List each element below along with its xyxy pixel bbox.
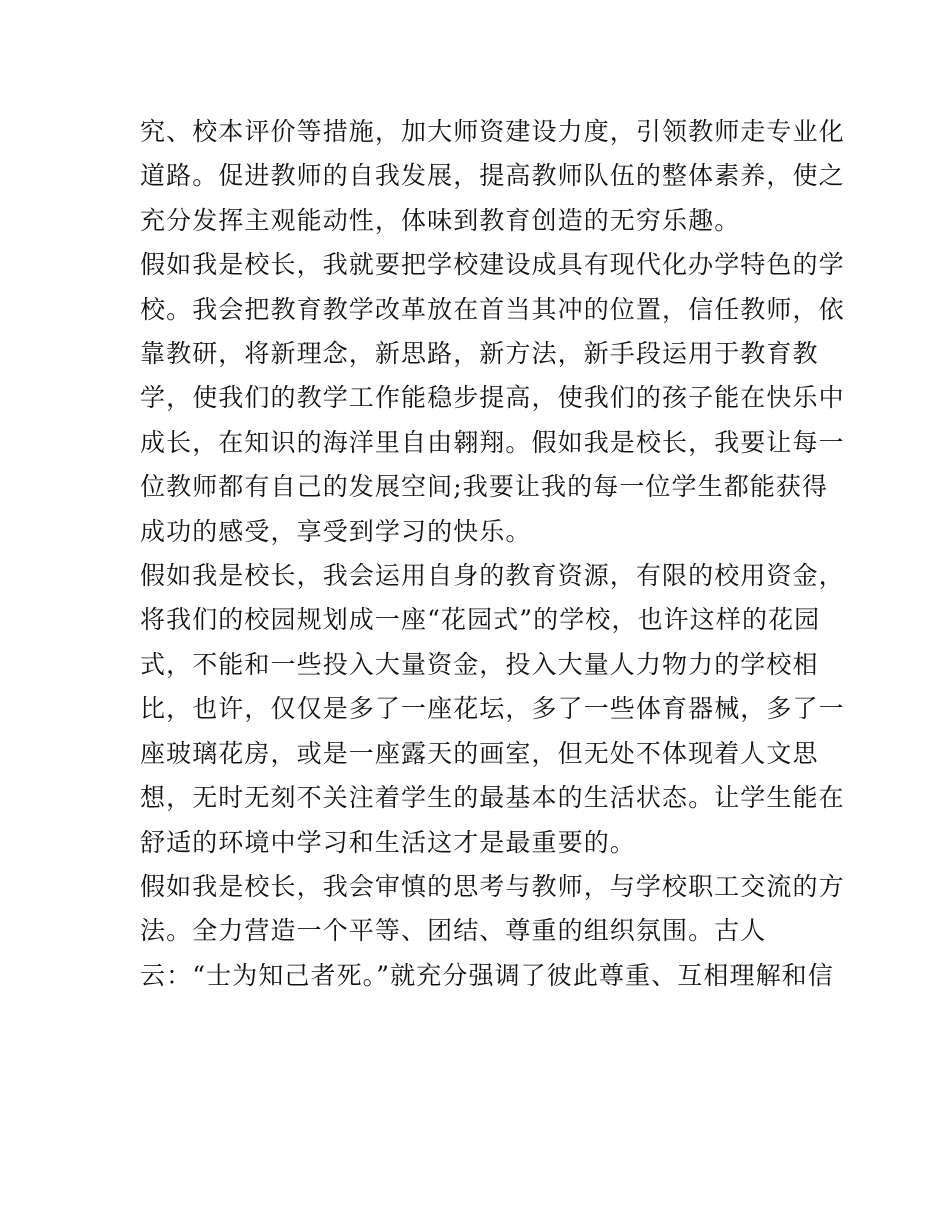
text-line: 比，也许，仅仅是多了一座花坛，多了一些体育器械，多了一 (140, 694, 845, 724)
body-text (140, 110, 845, 998)
text-line: 座玻璃花房，或是一座露天的画室，但无处不体现着人文思 (140, 738, 819, 768)
text-line: 位教师都有自己的发展空间;我要让我的每一位学生都能获得 (140, 472, 829, 502)
text-line: 靠教研，将新理念，新思路，新方法，新手段运用于教育教 (140, 339, 819, 369)
text-line: 想，无时无刻不关注着学生的最基本的生活状态。让学生能在 (140, 783, 845, 813)
text-line: 道路。促进教师的自我发展，提高教师队伍的整体素养，使之 (140, 161, 845, 191)
text-line: 成长，在知识的海洋里自由翱翔。假如我是校长，我要让每一 (140, 427, 845, 457)
text-line: 式，不能和一些投入大量资金，投入大量人力物力的学校相 (140, 649, 819, 679)
text-line: 学，使我们的教学工作能稳步提高，使我们的孩子能在快乐中 (140, 383, 845, 413)
text-line: 成功的感受，享受到学习的快乐。 (140, 516, 532, 546)
text-line: 云：“士为知己者死。”就充分强调了彼此尊重、互相理解和信 (140, 960, 834, 990)
text-line: 充分发挥主观能动性，体味到教育创造的无穷乐趣。 (140, 205, 741, 235)
text-line: 究、校本评价等措施，加大师资建设力度，引领教师走专业化 (140, 117, 845, 146)
text-line: 假如我是校长，我会运用自身的教育资源，有限的校用资金， (140, 561, 845, 591)
text-line: 将我们的校园规划成一座“花园式”的学校，也许这样的花园 (140, 605, 821, 635)
text-line: 舒适的环境中学习和生活这才是最重要的。 (140, 827, 636, 857)
text-line: 假如我是校长，我会审慎的思考与教师，与学校职工交流的方 (140, 871, 845, 901)
text-line: 假如我是校长，我就要把学校建设成具有现代化办学特色的学 (140, 250, 845, 280)
text-line: 校。我会把教育教学改革放在首当其冲的位置，信任教师，依 (140, 294, 845, 324)
text-line: 法。全力营造一个平等、团结、尊重的组织氛围。古人 (140, 916, 767, 946)
